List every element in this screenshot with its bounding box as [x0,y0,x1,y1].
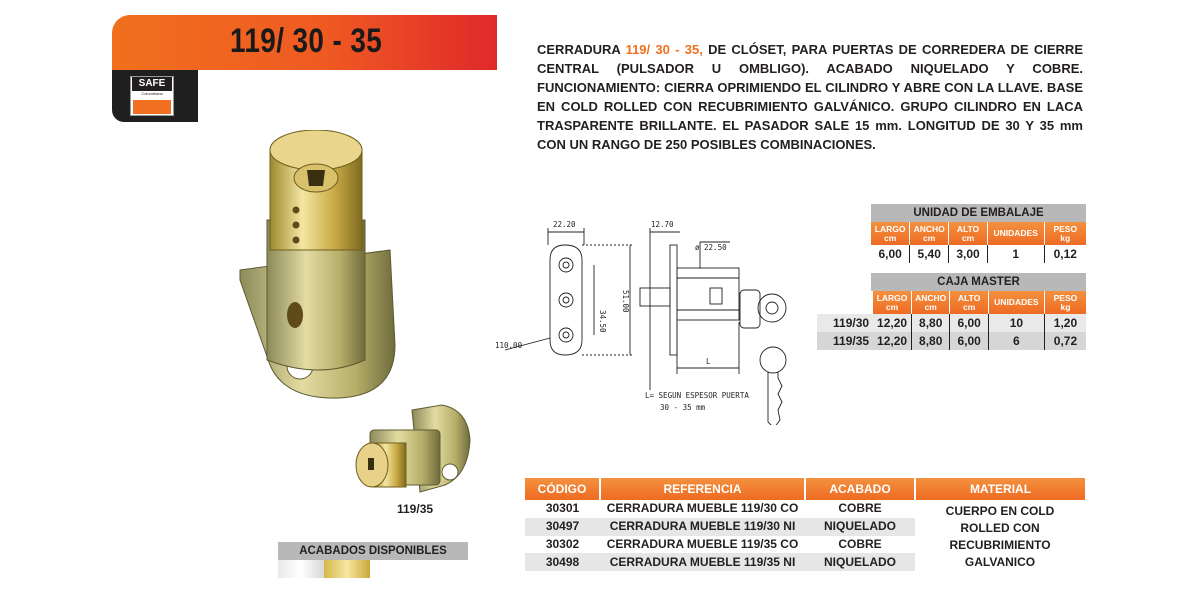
drawing-note-line2: 30 - 35 mm [660,403,706,412]
table-row [817,314,1086,332]
table-cell: 3,00 [949,245,988,263]
header-unidades: UNIDADES [987,222,1044,245]
table-cell: 30497 [525,518,600,536]
table-cell: 30498 [525,553,600,571]
caja-master-table [817,291,1086,350]
table-cell: 1,20 [1053,316,1078,330]
unidad-embalaje-table [871,204,1086,263]
lock-119-35-image [350,400,475,500]
table-cell: CERRADURA MUEBLE 119/35 NI [600,553,805,571]
table-cell: NIQUELADO [805,518,915,536]
product-reference-table [525,478,1085,571]
material-line: GALVANICO [964,555,1036,569]
dim-height-label: 51.00 [621,290,630,313]
product-description [537,40,1083,154]
finishes-title: ACABADOS DISPONIBLES [278,542,468,560]
dim-offset-label: 12.70 [651,220,674,229]
table-cell: 0,12 [1053,247,1077,261]
table-cell: 12,20 [873,314,911,332]
material-cell [915,500,1085,571]
table-cell: COBRE [805,500,915,518]
header-largo: LARGO cm [873,291,911,314]
finish-swatch-nickel [278,560,324,578]
header-ancho: ANCHO cm [910,222,949,245]
material-line: RECUBRIMIENTO [949,538,1051,552]
header-peso: PESO kg [1044,291,1086,314]
page-title: 119/ 30 - 35 [230,22,383,60]
table-cell: 8,80 [912,314,950,332]
dim-length-label: L [706,357,711,366]
table-cell: COBRE [805,536,915,554]
table-cell: 30301 [525,500,600,518]
table-cell: 6,00 [950,314,988,332]
table-cell: 0,72 [1053,334,1078,348]
dim-hole-spacing-label: 34.50 [598,310,607,333]
table-cell: 30302 [525,536,600,554]
header-alto: ALTO cm [950,291,988,314]
header-material: MATERIAL [915,478,1085,500]
table-cell: CERRADURA MUEBLE 119/35 CO [600,536,805,554]
header-codigo: CÓDIGO [525,478,600,500]
table-cell: CERRADURA MUEBLE 119/30 CO [600,500,805,518]
logo-orange-bar [133,100,171,114]
dim-width-label: 22.20 [553,220,576,229]
table-cell: CERRADURA MUEBLE 119/30 NI [600,518,805,536]
logo-wordmark: SAFE [132,77,172,91]
description-body: DE CLÓSET, PARA PUERTAS DE CORREDERA DE CIERRE CENTRAL (PULSADOR U OMBLIGO). ACABADO NIQUELADO Y COBRE. FUNCIONAMIENTO: CIERRA OPRIMIENDO EL CILINDRO Y ABRE CON LA LLAVE. BASE EN COLD ROLLED CON RECUBRIMIENTO GALVÁNICO. GRUPO CILINDRO EN LACA TRASPARENTE BRILLANTE. EL PASADOR SALE 15 mm. LONGITUD DE 30 Y 35 mm CON UN RANGO DE 250 POSIBLES COMBINACIONES. [537,42,1083,152]
header-alto: ALTO cm [949,222,988,245]
table-row [871,245,1086,263]
header-largo: LARGO cm [871,222,910,245]
lock-product-image [225,130,425,410]
description-prefix: CERRADURA [537,42,626,57]
finish-swatch-copper [324,560,370,578]
table-cell: 6,00 [950,332,988,350]
caja-master-title-bar [871,273,1086,291]
unidad-embalaje-title: UNIDAD DE EMBALAJE [871,204,1086,222]
table-cell: 1 [987,245,1044,263]
table-row [817,332,1086,350]
header-ancho: ANCHO cm [912,291,950,314]
header-unidades: UNIDADES [988,291,1044,314]
row-label: 119/30 [833,316,870,330]
table-cell: 6,00 [871,245,910,263]
dim-diameter-label: ø 22.50 [695,243,727,252]
row-label: 119/35 [833,334,870,348]
description-model-highlight: 119/ 30 - 35, [625,42,703,57]
header-peso: PESO kg [1044,222,1086,245]
table-row [525,500,1085,518]
drawing-note-line1: L= SEGUN ESPESOR PUERTA [645,391,749,400]
table-cell: 10 [988,314,1044,332]
dim-side-label: 110.00 [495,341,523,350]
material-line: ROLLED CON [960,521,1040,535]
logo-subtext: Colombiana [141,91,163,96]
header-acabado: ACABADO [805,478,915,500]
caja-master-title: CAJA MASTER [871,273,1086,291]
table-cell: 12,20 [873,332,911,350]
table-cell: 6 [988,332,1044,350]
small-image-label: 119/35 [397,502,434,516]
header-referencia: REFERENCIA [600,478,805,500]
technical-drawing [490,210,800,425]
table-cell: 8,80 [912,332,950,350]
table-cell: NIQUELADO [805,553,915,571]
table-cell: 5,40 [910,245,949,263]
material-line: CUERPO EN COLD [945,504,1055,518]
blank-cell [817,291,873,314]
